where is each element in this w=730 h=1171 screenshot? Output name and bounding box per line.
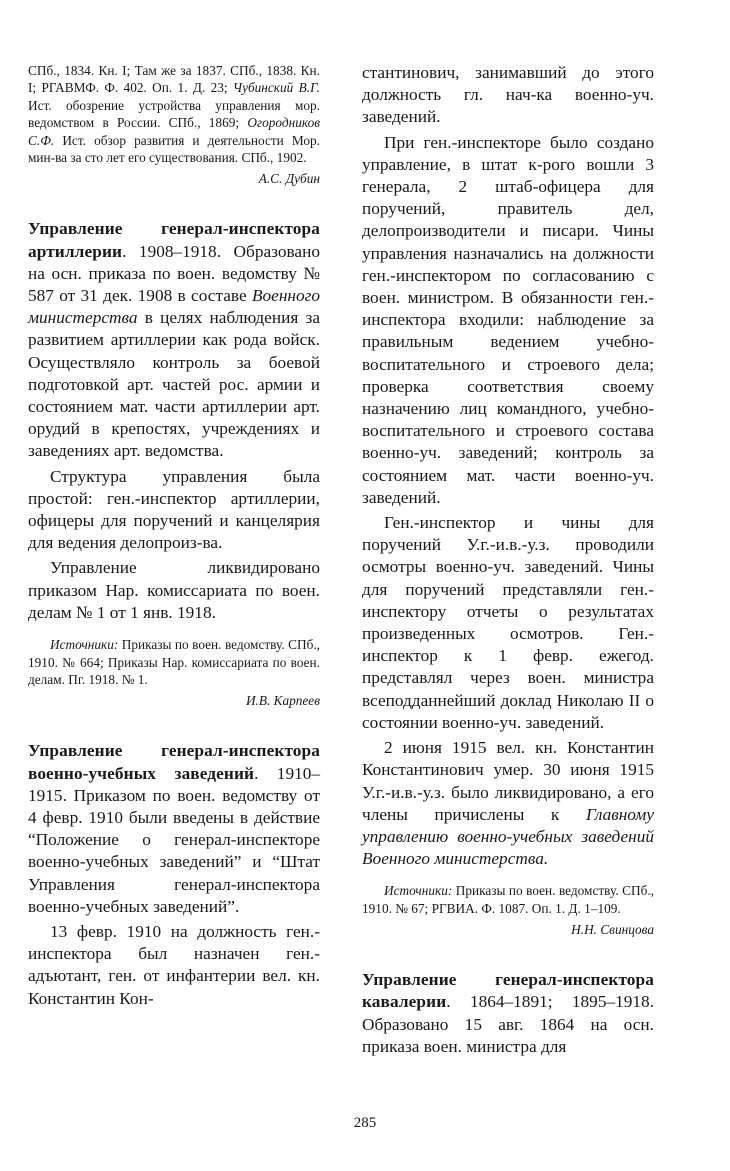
author-signature: И.В. Карпеев bbox=[245, 693, 320, 709]
article-heading: Управление генерал-инспектора артиллерии bbox=[28, 219, 320, 261]
paragraph: Управление ликвидировано приказом Нар. комиссариата по воен. делам № 1 от 1 янв. 1918. bbox=[28, 558, 320, 622]
author-signature: А.С. Дубин bbox=[258, 171, 320, 187]
sources-label: Источники: bbox=[50, 637, 119, 653]
references-continued: СПб., 1834. Кн. I; Там же за 1837. СПб., 1838. Кн. I; РГАВМФ. Ф. 402. Оп. 1. Д. 23; Чубинский В.Г. Ист. обозрение устройства управления мор. ведомством в России. СПб., 1869; Огородников С.Ф. Ист. обзор развития и деятельности Мор. мин-ва за сто лет его существования. СПб., 1902. bbox=[28, 63, 320, 166]
paragraph: Структура управления была простой: ген.-инспектор артиллерии, офицеры для поручений и канцелярия для ведения делопроиз-ва. bbox=[28, 466, 320, 553]
paragraph: 13 февр. 1910 на должность ген.-инспектора был назначен ген.-адъютант, ген. от инфантерии вел. кн. Константин Кон- bbox=[28, 921, 320, 1008]
left-column bbox=[28, 62, 320, 1010]
page-number: 285 bbox=[353, 1115, 377, 1131]
paragraph: При ген.-инспекторе было создано управление, в штат к-рого вошли 3 генерала, 2 штаб-офицера для поручений, правитель дел, делопроизводители и писари. Чины управления назначались на должности ген.-инспектором по согласованию с воен. министром. В обязанности ген.-инспектора входили: наблюдение за правильным ведением учебно-воспитательного и строевого дела; проверка соответствия своему назначению лиц командного, учебно-воспитательного и строевого состава военно-уч. заведений; контроль за состоянием мат. части военно-уч. заведений. bbox=[362, 132, 654, 507]
sources: Источники: Приказы по воен. ведомству. СПб., 1910. № 664; Приказы Нар. комиссариата по воен. делам. Пг. 1918. № 1. bbox=[28, 637, 320, 687]
author-reference: Чубинский В.Г. bbox=[232, 80, 320, 96]
author-reference: Огородников С.Ф. bbox=[28, 115, 320, 148]
paragraph: Ген.-инспектор и чины для поручений У.г.-и.в.-у.з. проводили осмотры военно-уч. заведений. Чины для поручений представляли ген.-инспектору отчеты о результатах произведенных осмотров. Ген.-инспектор к 1 февр. ежегод. представлял через воен. министра всеподданнейший доклад Николаю II о состоянии военно-уч. заведений. bbox=[362, 513, 654, 732]
right-column bbox=[362, 62, 654, 1058]
sources: Источники: Приказы по воен. ведомству. СПб., 1910. № 67; РГВИА. Ф. 1087. Оп. 1. Д. 1–109. bbox=[362, 883, 654, 916]
article-heading: Управление генерал-инспектора кавалерии bbox=[362, 970, 654, 1012]
article-cavalry-intro: Управление генерал-инспектора кавалерии. 1864–1891; 1895–1918. Образовано 15 авг. 1864 на осн. приказа воен. министра для bbox=[362, 970, 654, 1056]
article-heading: Управление генерал-инспектора военно-учебных заведений bbox=[28, 741, 320, 783]
paragraph: стантинович, занимавший до этого должность гл. нач-ка военно-уч. заведений. bbox=[362, 63, 654, 127]
article-military-schools-intro: Управление генерал-инспектора военно-учебных заведений. 1910–1915. Приказом по воен. ведомству от 4 февр. 1910 были введены в действие “Положение о генерал-инспекторе военно-учебных заведений” и “Штат Управления генерал-инспектора военно-учебных заведений”. bbox=[28, 741, 320, 916]
paragraph: 2 июня 1915 вел. кн. Константин Константинович умер. 30 июня 1915 У.г.-и.в.-у.з. было ликвидировано, а его члены причислены к Главному управлению военно-учебных заведений Военного министерства. bbox=[362, 738, 654, 869]
sources-label: Источники: bbox=[384, 883, 453, 899]
article-artillery-intro: Управление генерал-инспектора артиллерии. 1908–1918. Образовано на осн. приказа по воен. ведомству № 587 от 31 дек. 1908 в составе Военного министерства в целях наблюдения за развитием артиллерии как рода войск. Осуществляло контроль за боевой подготовкой арт. частей рос. армии и состоянием мат. части артиллерии арт. орудий в крепостях, учреждениях и заведениях арт. ведомства. bbox=[28, 219, 320, 461]
author-signature: Н.Н. Свинцова bbox=[571, 922, 654, 938]
cross-reference-link[interactable]: Военного министерства bbox=[28, 286, 320, 328]
cross-reference-link[interactable]: Главному управлению военно-учебных заведений Военного министерства. bbox=[362, 804, 654, 869]
